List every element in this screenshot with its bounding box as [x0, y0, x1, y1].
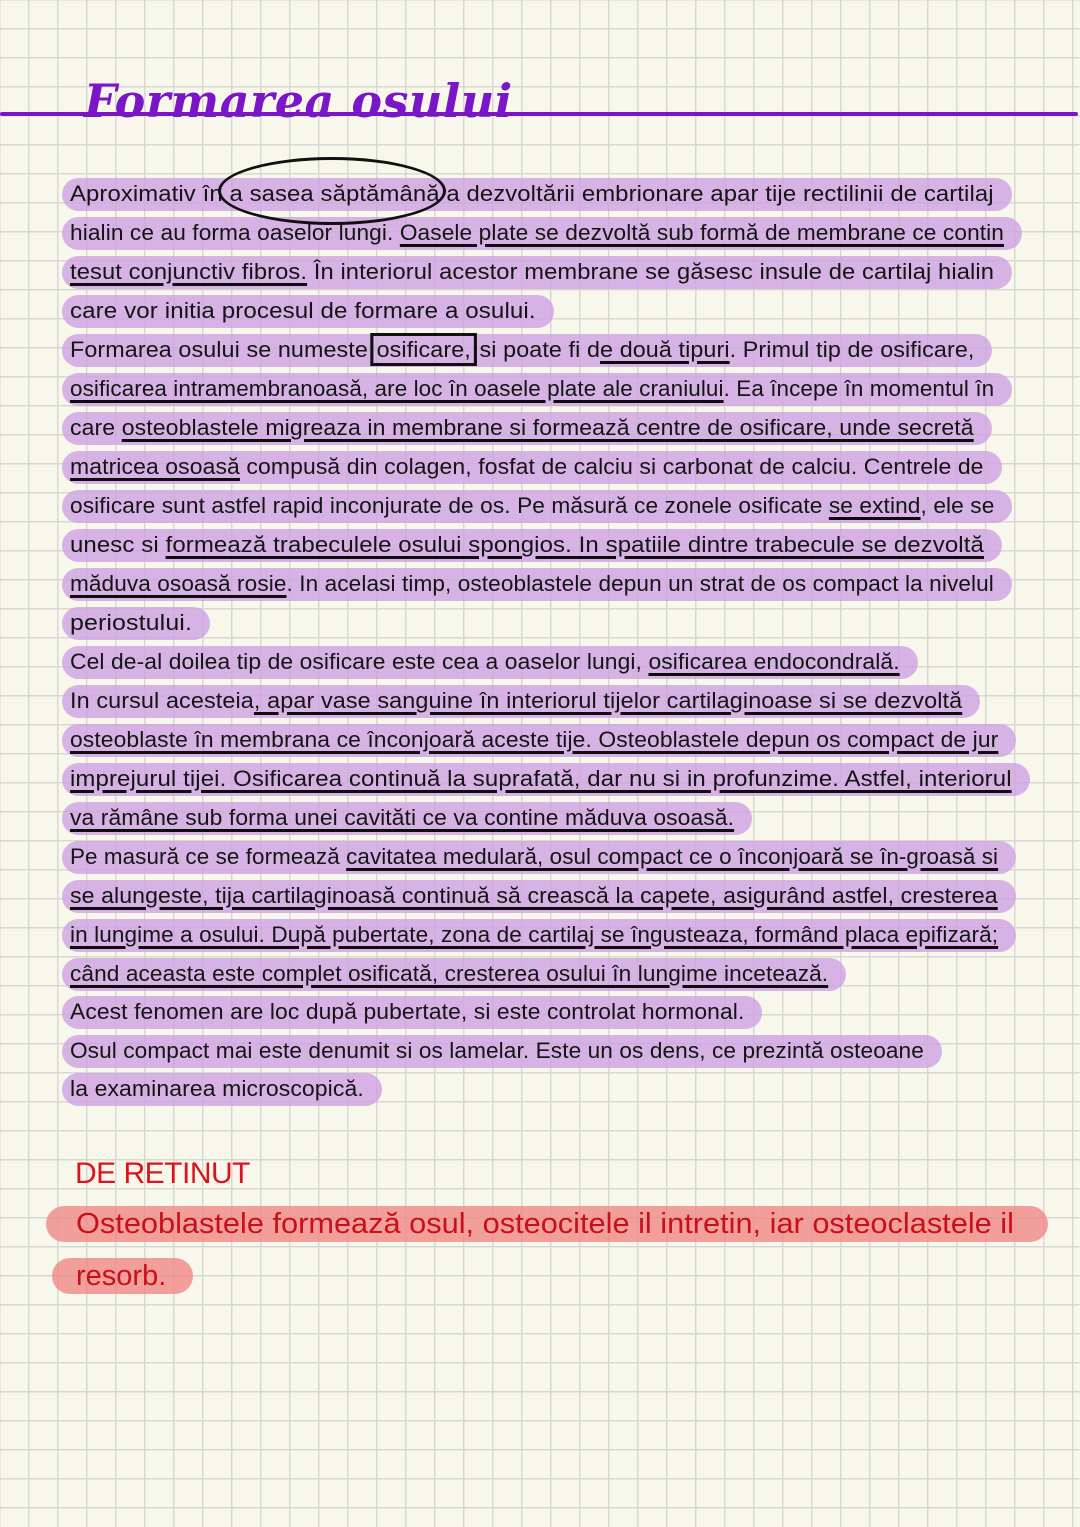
- text-segment: hialin ce au forma oaselor lungi.: [70, 220, 400, 245]
- text-segment: In cursul acesteia: [70, 688, 254, 713]
- text-segment: unesc si: [70, 532, 166, 557]
- line-text: [70, 881, 998, 911]
- line-text: [70, 647, 900, 677]
- text-segment: care: [70, 415, 122, 440]
- line-text: [70, 1036, 924, 1066]
- text-segment: periostului.: [70, 610, 193, 635]
- underlined-text: se extind: [828, 493, 921, 518]
- line-text: [70, 530, 984, 560]
- line-text: [70, 725, 998, 755]
- text-segment: osificare sunt astfel rapid inconjurate de os. Pe măsură ce zonele osificate: [70, 493, 829, 518]
- text-segment: si poate fi d: [472, 337, 601, 362]
- text-line: [0, 682, 1080, 721]
- underlined-text: imprejurul tijei. Osificarea continuă la suprafată, dar nu si in profunzime. Astfel, interiorul: [70, 766, 1012, 791]
- page-title: Formarea osului: [84, 74, 513, 128]
- underlined-text: matricea osoasă: [70, 454, 240, 479]
- text-line: [0, 214, 1080, 253]
- text-segment: care vor initia procesul de formare a osului.: [70, 298, 536, 323]
- underlined-text: osteoblastele migreaza in membrane si formează centre de osificare, unde secretă: [121, 415, 974, 440]
- title-banner: [0, 72, 1080, 152]
- text-line: [0, 175, 1080, 214]
- text-line: [0, 292, 1080, 331]
- text-line: [0, 253, 1080, 292]
- text-line: [0, 1070, 1080, 1109]
- underlined-text: osificarea endocondrală.: [648, 649, 900, 674]
- line-text: [70, 920, 998, 950]
- text-segment: În interiorul acestor membrane se găsesc insule de cartilaj hialin: [307, 259, 995, 284]
- text-line: [0, 643, 1080, 682]
- text-line: [0, 487, 1080, 526]
- text-line: [0, 448, 1080, 487]
- text-segment: Aproximativ în: [70, 181, 230, 206]
- text-segment: , ele se: [920, 493, 995, 518]
- text-line: [0, 370, 1080, 409]
- line-text: [70, 764, 1012, 794]
- note-heading: DE RETINUT: [75, 1157, 250, 1190]
- text-line: [0, 877, 1080, 916]
- line-text: [70, 997, 744, 1027]
- text-line: [0, 799, 1080, 838]
- underlined-text: osificarea intramembranoasă, are loc în oasele plate ale craniului: [70, 376, 724, 401]
- text-line: [0, 993, 1080, 1032]
- text-line: [0, 916, 1080, 955]
- underlined-text: formează trabeculele osului spongios. In spatiile dintre trabecule se dezvoltă: [165, 532, 984, 557]
- underlined-text: Oasele plate se dezvoltă sub formă de membrane ce contin: [399, 220, 1005, 245]
- text-segment: compusă din colagen, fosfat de calciu si carbonat de calciu. Centrele de: [239, 454, 984, 479]
- circled-text: a sasea săptămână a: [229, 181, 460, 206]
- text-line: [0, 838, 1080, 877]
- line-text: [70, 803, 734, 833]
- underlined-text: osteoblaste în membrana ce înconjoară aceste tije. Osteoblastele depun os compact de jur: [70, 727, 999, 752]
- boxed-term: osificare,: [375, 337, 473, 362]
- line-text: [70, 1074, 364, 1104]
- line-text: [70, 491, 994, 521]
- text-line: [0, 955, 1080, 994]
- text-line: [0, 526, 1080, 565]
- text-line: [0, 565, 1080, 604]
- line-text: [70, 569, 994, 599]
- text-line: [0, 1032, 1080, 1071]
- line-text: [70, 218, 1004, 248]
- text-segment: Osul compact mai este denumit si os lamelar. Este un os dens, ce prezintă osteoane: [70, 1038, 924, 1063]
- text-segment: . In acelasi timp, osteoblastele depun un strat de os compact la nivelul: [286, 571, 994, 596]
- underlined-text: e două tipuri: [600, 337, 730, 362]
- line-text: [70, 842, 998, 872]
- line-text: [70, 413, 974, 443]
- line-text: [70, 452, 984, 482]
- underlined-text: măduva osoasă rosie: [70, 571, 287, 596]
- line-text: [70, 686, 962, 716]
- note-line-2: resorb.: [76, 1260, 167, 1292]
- underlined-text: tesut conjunctiv fibros.: [70, 259, 308, 284]
- underlined-text: se alungeste, tija cartilaginoasă continuă să crească la capete, asigurând astfel, cresterea: [70, 883, 998, 908]
- underlined-text: cavitatea medulară, osul compact ce o înconjoară se în-groasă si: [346, 844, 999, 869]
- underlined-text: va rămâne sub forma unei cavităti ce va contine măduva osoasă.: [70, 805, 735, 830]
- text-line: [0, 721, 1080, 760]
- text-line: [0, 604, 1080, 643]
- line-text: [70, 257, 994, 287]
- text-line: [0, 331, 1080, 370]
- text-line: [0, 409, 1080, 448]
- text-segment: la examinarea microscopică.: [70, 1076, 364, 1101]
- text-segment: Cel de-al doilea tip de osificare este cea a oaselor lungi,: [70, 649, 649, 674]
- text-segment: . Ea începe în momentul în: [723, 376, 995, 401]
- text-segment: Acest fenomen are loc după pubertate, si este controlat hormonal.: [70, 999, 745, 1024]
- text-segment: dezvoltării embrionare apar tije rectilinii de cartilaj: [459, 181, 994, 206]
- underlined-text: , apar vase sanguine în interiorul tijelor cartilaginoase si se dezvoltă: [253, 688, 963, 713]
- line-text: [70, 608, 192, 638]
- text-segment: Pe masură ce se formează: [70, 844, 347, 869]
- line-text: [70, 959, 828, 989]
- line-text: [70, 374, 994, 404]
- note-line-1: Osteoblastele formează osul, osteocitele il intretin, iar osteoclastele il: [76, 1208, 1014, 1240]
- line-text: [70, 296, 536, 326]
- text-line: [0, 760, 1080, 799]
- text-segment: Formarea osului se numeste: [70, 337, 375, 362]
- line-text: [70, 335, 974, 365]
- text-segment: . Primul tip de osificare,: [729, 337, 975, 362]
- underlined-text: in lungime a osului. După pubertate, zona de cartilaj se îngusteaza, formând placa epifizară;: [70, 922, 999, 947]
- underlined-text: când aceasta este complet osificată, cresterea osului în lungime incetează.: [70, 961, 829, 986]
- line-text: [70, 179, 994, 209]
